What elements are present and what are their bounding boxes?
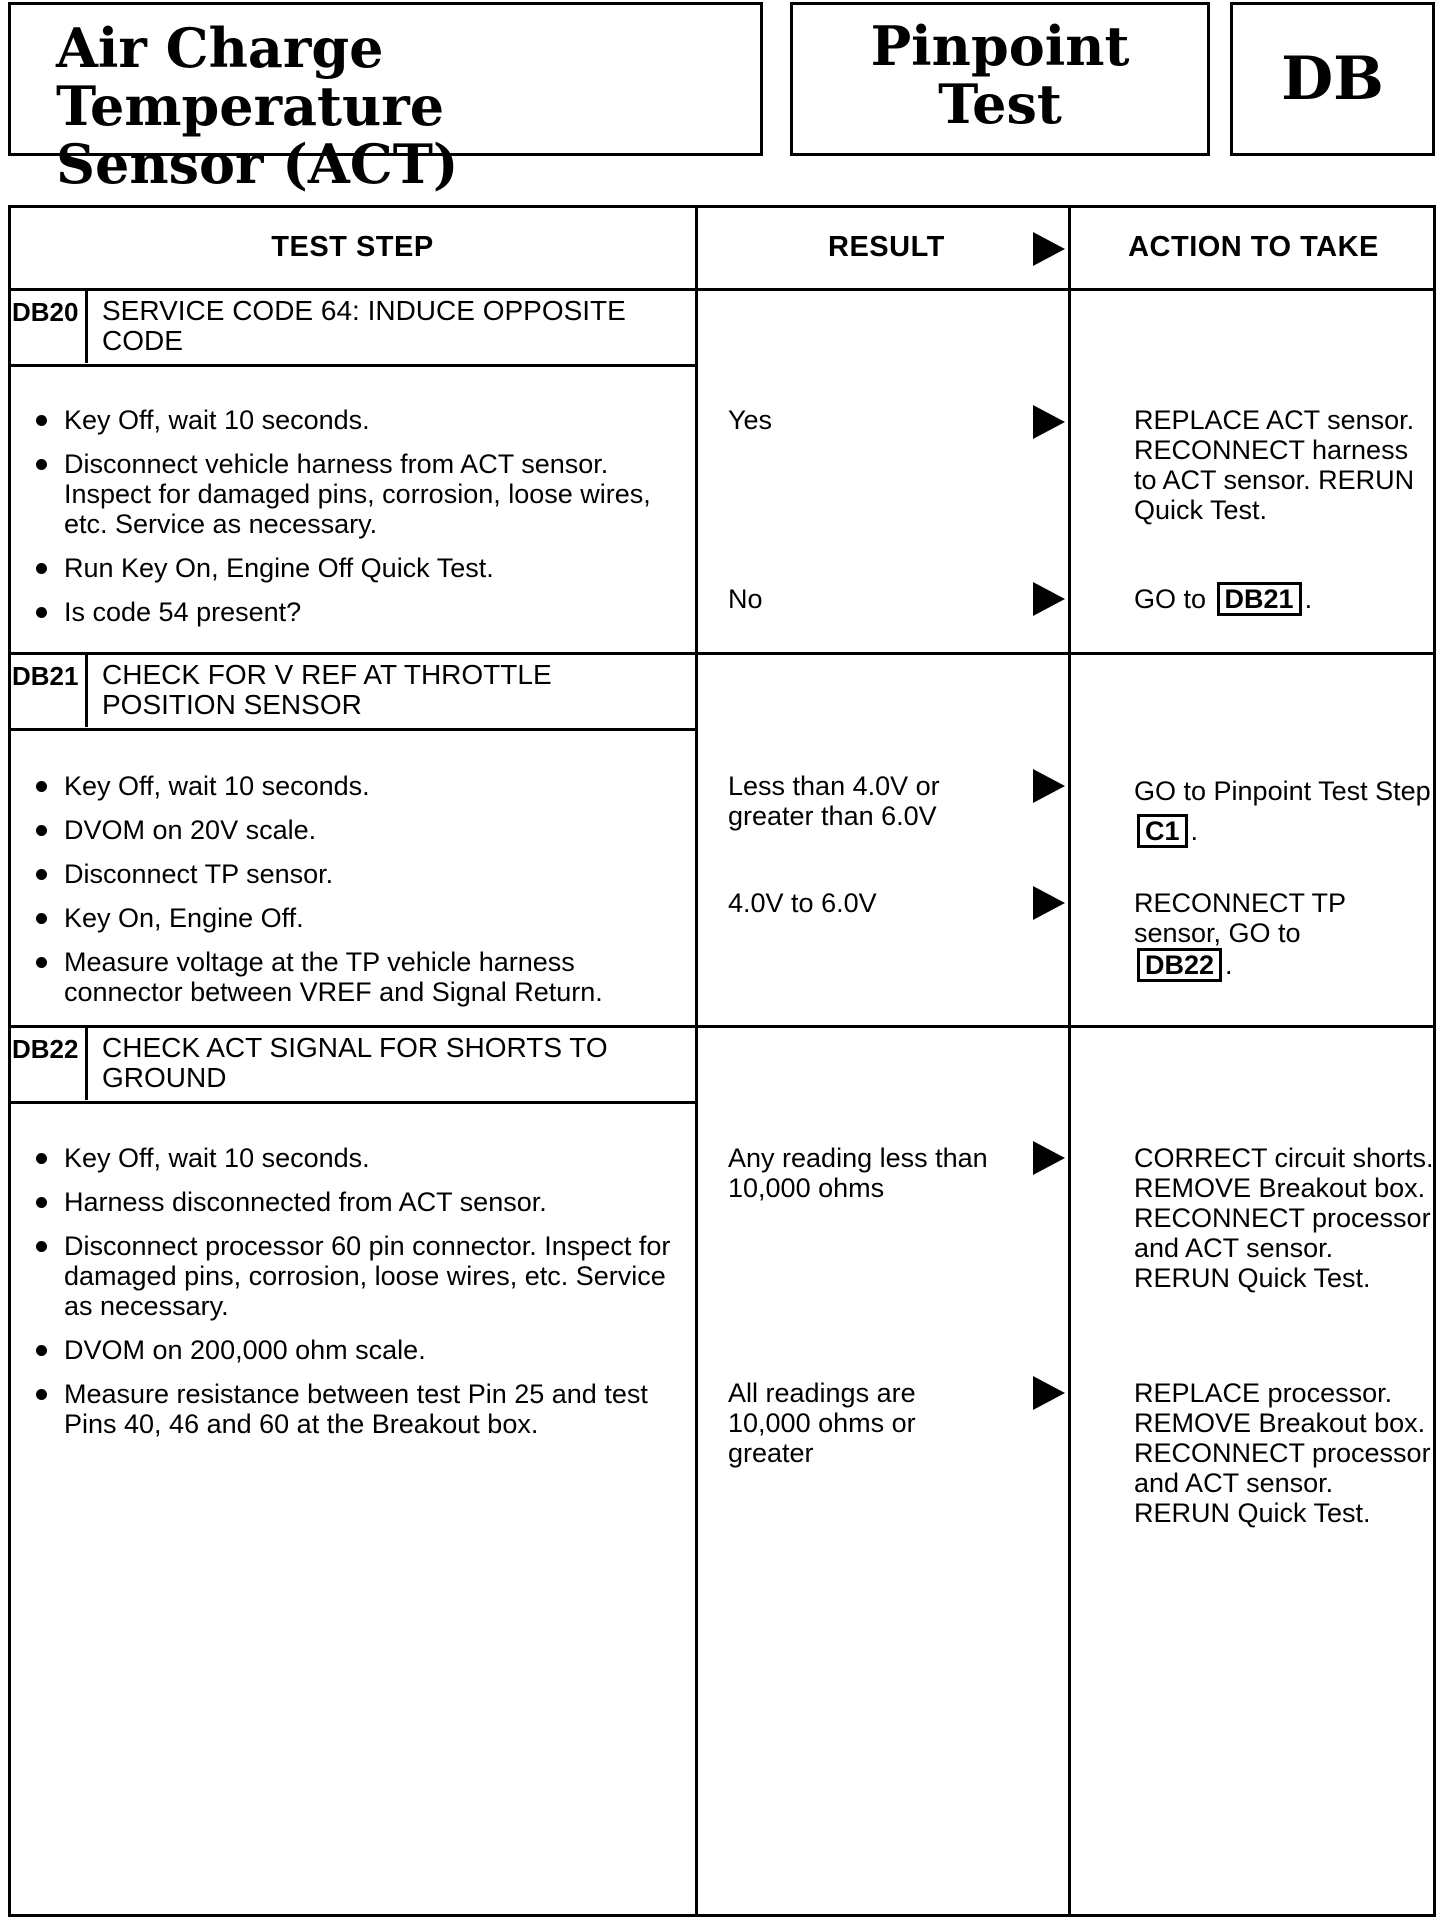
pinpoint-label-line2: Test (938, 72, 1062, 136)
test-code: DB (1281, 44, 1384, 114)
instruction-item: Disconnect vehicle harness from ACT sensor. Inspect for damaged pins, corrosion, loose wires, etc. Service as necessary. (28, 449, 693, 539)
result-arrow-icon (1033, 405, 1065, 439)
result-text: All readings are 10,000 ohms or greater (728, 1378, 916, 1468)
step-reference-db21[interactable]: DB21 (1217, 582, 1302, 616)
section-title-box (8, 2, 763, 196)
step-header-underline (8, 728, 696, 731)
instruction-item: Disconnect processor 60 pin connector. Inspect for damaged pins, corrosion, loose wires, etc. Service as necessary. (28, 1231, 693, 1321)
instruction-item: DVOM on 20V scale. (28, 815, 693, 845)
column-divider-1 (695, 205, 698, 1917)
action-text (1134, 582, 1434, 616)
step-divider-db22 (8, 1025, 1436, 1028)
instruction-item: Key Off, wait 10 seconds. (28, 771, 693, 801)
result-arrow-icon (1033, 582, 1065, 616)
pinpoint-label-line1: Pinpoint (870, 14, 1130, 78)
step-title-db20: SERVICE CODE 64: INDUCE OPPOSITE CODE (102, 295, 626, 356)
instruction-item: DVOM on 200,000 ohm scale. (28, 1335, 693, 1365)
result-arrow-icon (1033, 1376, 1065, 1410)
result-text: Less than 4.0V or greater than 6.0V (728, 771, 940, 831)
instruction-item: Disconnect TP sensor. (28, 859, 693, 889)
column-header-result: RESULT (828, 231, 945, 263)
action-text: CORRECT circuit shorts. REMOVE Breakout box. RECONNECT processor and ACT sensor. RERUN Quick Test. (1134, 1143, 1434, 1293)
step-reference-db22[interactable]: DB22 (1137, 948, 1222, 982)
step-id-db20: DB20 (8, 291, 88, 363)
action-suffix: . (1190, 816, 1199, 846)
instruction-item: Key On, Engine Off. (28, 903, 693, 933)
step-title-db21: CHECK FOR V REF AT THROTTLE POSITION SENSOR (102, 659, 552, 720)
result-arrow-icon (1033, 1141, 1065, 1175)
pinpoint-test-box (790, 2, 1210, 156)
instruction-item: Is code 54 present? (28, 597, 693, 627)
result-text: No (728, 584, 763, 614)
action-text (1134, 888, 1384, 982)
action-prefix: RECONNECT TP sensor, GO to (1134, 888, 1346, 948)
instruction-item: Key Off, wait 10 seconds. (28, 405, 693, 435)
instruction-item: Measure resistance between test Pin 25 and test Pins 40, 46 and 60 at the Breakout box. (28, 1379, 693, 1439)
result-arrow-icon (1033, 769, 1065, 803)
result-text: Yes (728, 405, 773, 435)
section-title-line2: Sensor (ACT) (56, 132, 459, 196)
action-text: REPLACE processor. REMOVE Breakout box. RECONNECT processor and ACT sensor. RERUN Quick Test. (1134, 1378, 1431, 1528)
result-arrow-icon (1033, 886, 1065, 920)
action-suffix: . (1225, 950, 1233, 980)
step-id-db22: DB22 (8, 1028, 88, 1100)
action-text (1134, 771, 1434, 851)
header-arrow-icon (1033, 232, 1065, 266)
action-text: REPLACE ACT sensor. RECONNECT harness to ACT sensor. RERUN Quick Test. (1134, 405, 1415, 525)
step-header-underline (8, 1101, 696, 1104)
step-instructions-db22 (28, 1143, 693, 1453)
step-title-db22: CHECK ACT SIGNAL FOR SHORTS TO GROUND (102, 1032, 608, 1093)
action-suffix: . (1304, 584, 1313, 614)
step-header-underline (8, 364, 696, 367)
action-prefix: GO to Pinpoint Test Step (1134, 776, 1431, 806)
section-title-line1: Air Charge Temperature (56, 16, 445, 138)
test-code-box (1230, 2, 1435, 156)
column-divider-2 (1068, 205, 1071, 1917)
step-reference-c1[interactable]: C1 (1137, 814, 1188, 848)
step-instructions-db20 (28, 405, 693, 641)
instruction-item: Measure voltage at the TP vehicle harness connector between VREF and Signal Return. (28, 947, 693, 1007)
action-prefix: GO to (1134, 584, 1207, 614)
step-id-db21: DB21 (8, 655, 88, 727)
instruction-item: Harness disconnected from ACT sensor. (28, 1187, 693, 1217)
column-header-test-step: TEST STEP (271, 231, 434, 263)
step-instructions-db21 (28, 771, 693, 1021)
instruction-item: Run Key On, Engine Off Quick Test. (28, 553, 693, 583)
column-header-action: ACTION TO TAKE (1128, 231, 1379, 263)
instruction-item: Key Off, wait 10 seconds. (28, 1143, 693, 1173)
step-divider-db21 (8, 652, 1436, 655)
result-text: 4.0V to 6.0V (728, 888, 877, 918)
result-text: Any reading less than 10,000 ohms (728, 1143, 988, 1203)
